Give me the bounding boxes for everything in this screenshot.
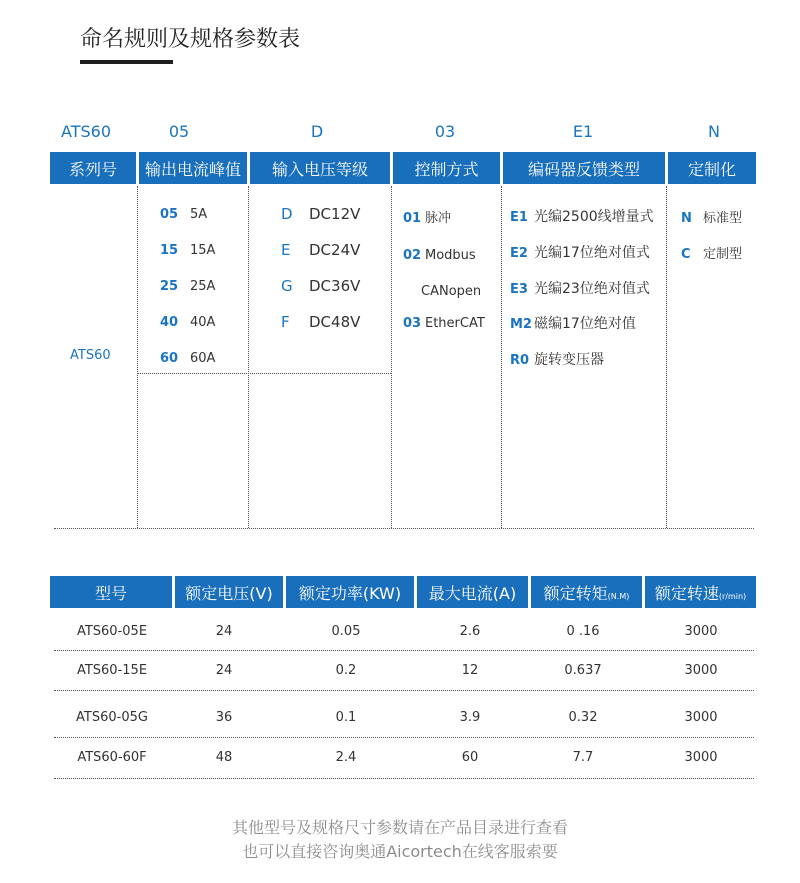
list-item xyxy=(160,351,215,366)
list-item xyxy=(160,243,215,258)
table-cell: 48 xyxy=(215,750,233,765)
footer-line-1: 其他型号及规格尺寸参数请在产品目录进行查看 xyxy=(231,818,568,837)
table-cell: ATS60-15E xyxy=(76,663,148,678)
option-code: 02 xyxy=(403,248,422,263)
table-cell: 3000 xyxy=(684,750,718,765)
option-code: N xyxy=(681,211,692,226)
list-item xyxy=(403,316,485,331)
option-value: EtherCAT xyxy=(425,316,485,331)
divider xyxy=(501,186,502,528)
option-value: 光编2500线增量式 xyxy=(534,209,654,225)
option-code: E2 xyxy=(510,246,528,261)
code-encoder: E1 xyxy=(572,122,594,141)
list-item xyxy=(510,313,636,333)
option-code: 05 xyxy=(160,207,179,222)
divider xyxy=(391,186,392,528)
option-code: R0 xyxy=(510,353,530,368)
divider xyxy=(54,650,754,651)
page-title: 命名规则及规格参数表 xyxy=(80,27,301,52)
list-item xyxy=(281,205,360,223)
list-item xyxy=(281,241,360,259)
option-value: 脉冲 xyxy=(425,211,452,226)
divider xyxy=(54,778,754,779)
footer-line-2: 也可以直接咨询奥通Aicortech在线客服索要 xyxy=(242,842,558,861)
option-code: 40 xyxy=(160,315,179,330)
list-item xyxy=(160,207,207,222)
table-cell: 3000 xyxy=(684,663,718,678)
divider xyxy=(248,186,249,528)
option-value: Modbus xyxy=(425,248,476,263)
option-value: 定制型 xyxy=(703,247,743,262)
list-item xyxy=(681,207,742,226)
list-item xyxy=(403,207,451,226)
table-cell: 0.32 xyxy=(568,710,598,725)
table-cell: 0.637 xyxy=(564,663,602,678)
option-code: E1 xyxy=(510,210,528,225)
option-value: 光编17位绝对值式 xyxy=(534,245,650,261)
spec-header-label: 额定转速 xyxy=(654,583,719,603)
option-code: 03 xyxy=(403,316,422,331)
header-series: 系列号 xyxy=(50,152,136,184)
list-item xyxy=(403,284,481,299)
option-value: 磁编17位绝对值 xyxy=(534,316,636,332)
option-code: F xyxy=(281,313,290,331)
table-cell: ATS60-05E xyxy=(76,624,148,639)
option-value: 5A xyxy=(190,207,208,222)
list-item xyxy=(160,315,215,330)
list-item xyxy=(281,313,360,331)
option-value: DC24V xyxy=(309,241,361,259)
header-custom: 定制化 xyxy=(668,152,756,184)
option-value: CANopen xyxy=(421,284,482,299)
table-cell: 60 xyxy=(461,750,479,765)
table-cell: 12 xyxy=(461,663,479,678)
spec-header-unit: (r/min) xyxy=(718,591,747,601)
code-current: 05 xyxy=(168,122,190,141)
table-cell: 2.6 xyxy=(459,624,481,639)
spec-header-label: 额定功率(KW) xyxy=(298,583,402,603)
spec-header-label: 额定转矩 xyxy=(543,583,608,603)
option-code: 25 xyxy=(160,279,179,294)
code-custom: N xyxy=(708,122,720,141)
table-cell: ATS60-60F xyxy=(77,750,147,765)
spec-header-speed xyxy=(645,576,756,608)
option-value: DC12V xyxy=(309,205,361,223)
list-item xyxy=(510,206,654,226)
divider xyxy=(666,186,667,528)
code-voltage: D xyxy=(310,122,324,141)
option-code: 01 xyxy=(403,211,422,226)
option-code: 60 xyxy=(160,351,179,366)
option-value: 60A xyxy=(190,351,216,366)
header-current: 输出电流峰值 xyxy=(139,152,247,184)
option-code: E xyxy=(281,241,291,259)
table-cell: 0.1 xyxy=(335,710,357,725)
table-cell: ATS60-05G xyxy=(76,710,148,725)
divider xyxy=(54,737,754,738)
spec-header-unit: (N.M) xyxy=(607,591,630,601)
spec-header-power xyxy=(286,576,414,608)
table-cell: 24 xyxy=(215,663,233,678)
table-cell: 0.05 xyxy=(331,624,361,639)
spec-header-label: 型号 xyxy=(94,583,127,603)
option-value: 光编23位绝对值式 xyxy=(534,281,650,297)
spec-header-torque xyxy=(531,576,642,608)
option-value: 旋转变压器 xyxy=(534,352,604,368)
table-cell: 0 .16 xyxy=(566,624,600,639)
divider xyxy=(54,690,754,691)
table-cell: 36 xyxy=(215,710,233,725)
option-code: E3 xyxy=(510,282,528,297)
spec-header-model xyxy=(50,576,172,608)
divider xyxy=(137,186,138,528)
divider xyxy=(137,373,391,374)
series-value: ATS60 xyxy=(70,348,111,363)
list-item xyxy=(510,242,650,262)
spec-header-current xyxy=(417,576,528,608)
title-underline xyxy=(80,60,173,64)
list-item xyxy=(403,248,476,263)
code-control: 03 xyxy=(434,122,456,141)
spec-header-label: 额定电压(V) xyxy=(185,583,273,603)
list-item xyxy=(510,349,604,369)
divider xyxy=(54,528,754,529)
option-code: C xyxy=(681,247,691,262)
list-item xyxy=(681,243,742,262)
option-code: D xyxy=(281,205,293,223)
option-value: DC36V xyxy=(309,277,361,295)
list-item xyxy=(510,278,650,298)
option-value: DC48V xyxy=(309,313,361,331)
header-voltage: 输入电压等级 xyxy=(250,152,390,184)
option-value: 标准型 xyxy=(703,211,743,226)
code-series: ATS60 xyxy=(61,122,111,141)
header-control: 控制方式 xyxy=(393,152,500,184)
table-cell: 3.9 xyxy=(459,710,481,725)
option-value: 25A xyxy=(190,279,216,294)
table-cell: 2.4 xyxy=(335,750,357,765)
list-item xyxy=(281,277,360,295)
header-encoder: 编码器反馈类型 xyxy=(503,152,665,184)
table-cell: 7.7 xyxy=(572,750,594,765)
table-cell: 3000 xyxy=(684,710,718,725)
table-cell: 0.2 xyxy=(335,663,357,678)
option-code: M2 xyxy=(510,317,532,332)
option-value: 15A xyxy=(190,243,216,258)
table-cell: 24 xyxy=(215,624,233,639)
option-value: 40A xyxy=(190,315,216,330)
list-item xyxy=(160,279,215,294)
table-cell: 3000 xyxy=(684,624,718,639)
spec-header-voltage xyxy=(175,576,283,608)
spec-header-label: 最大电流(A) xyxy=(428,583,517,603)
option-code: G xyxy=(281,277,293,295)
option-code: 15 xyxy=(160,243,179,258)
